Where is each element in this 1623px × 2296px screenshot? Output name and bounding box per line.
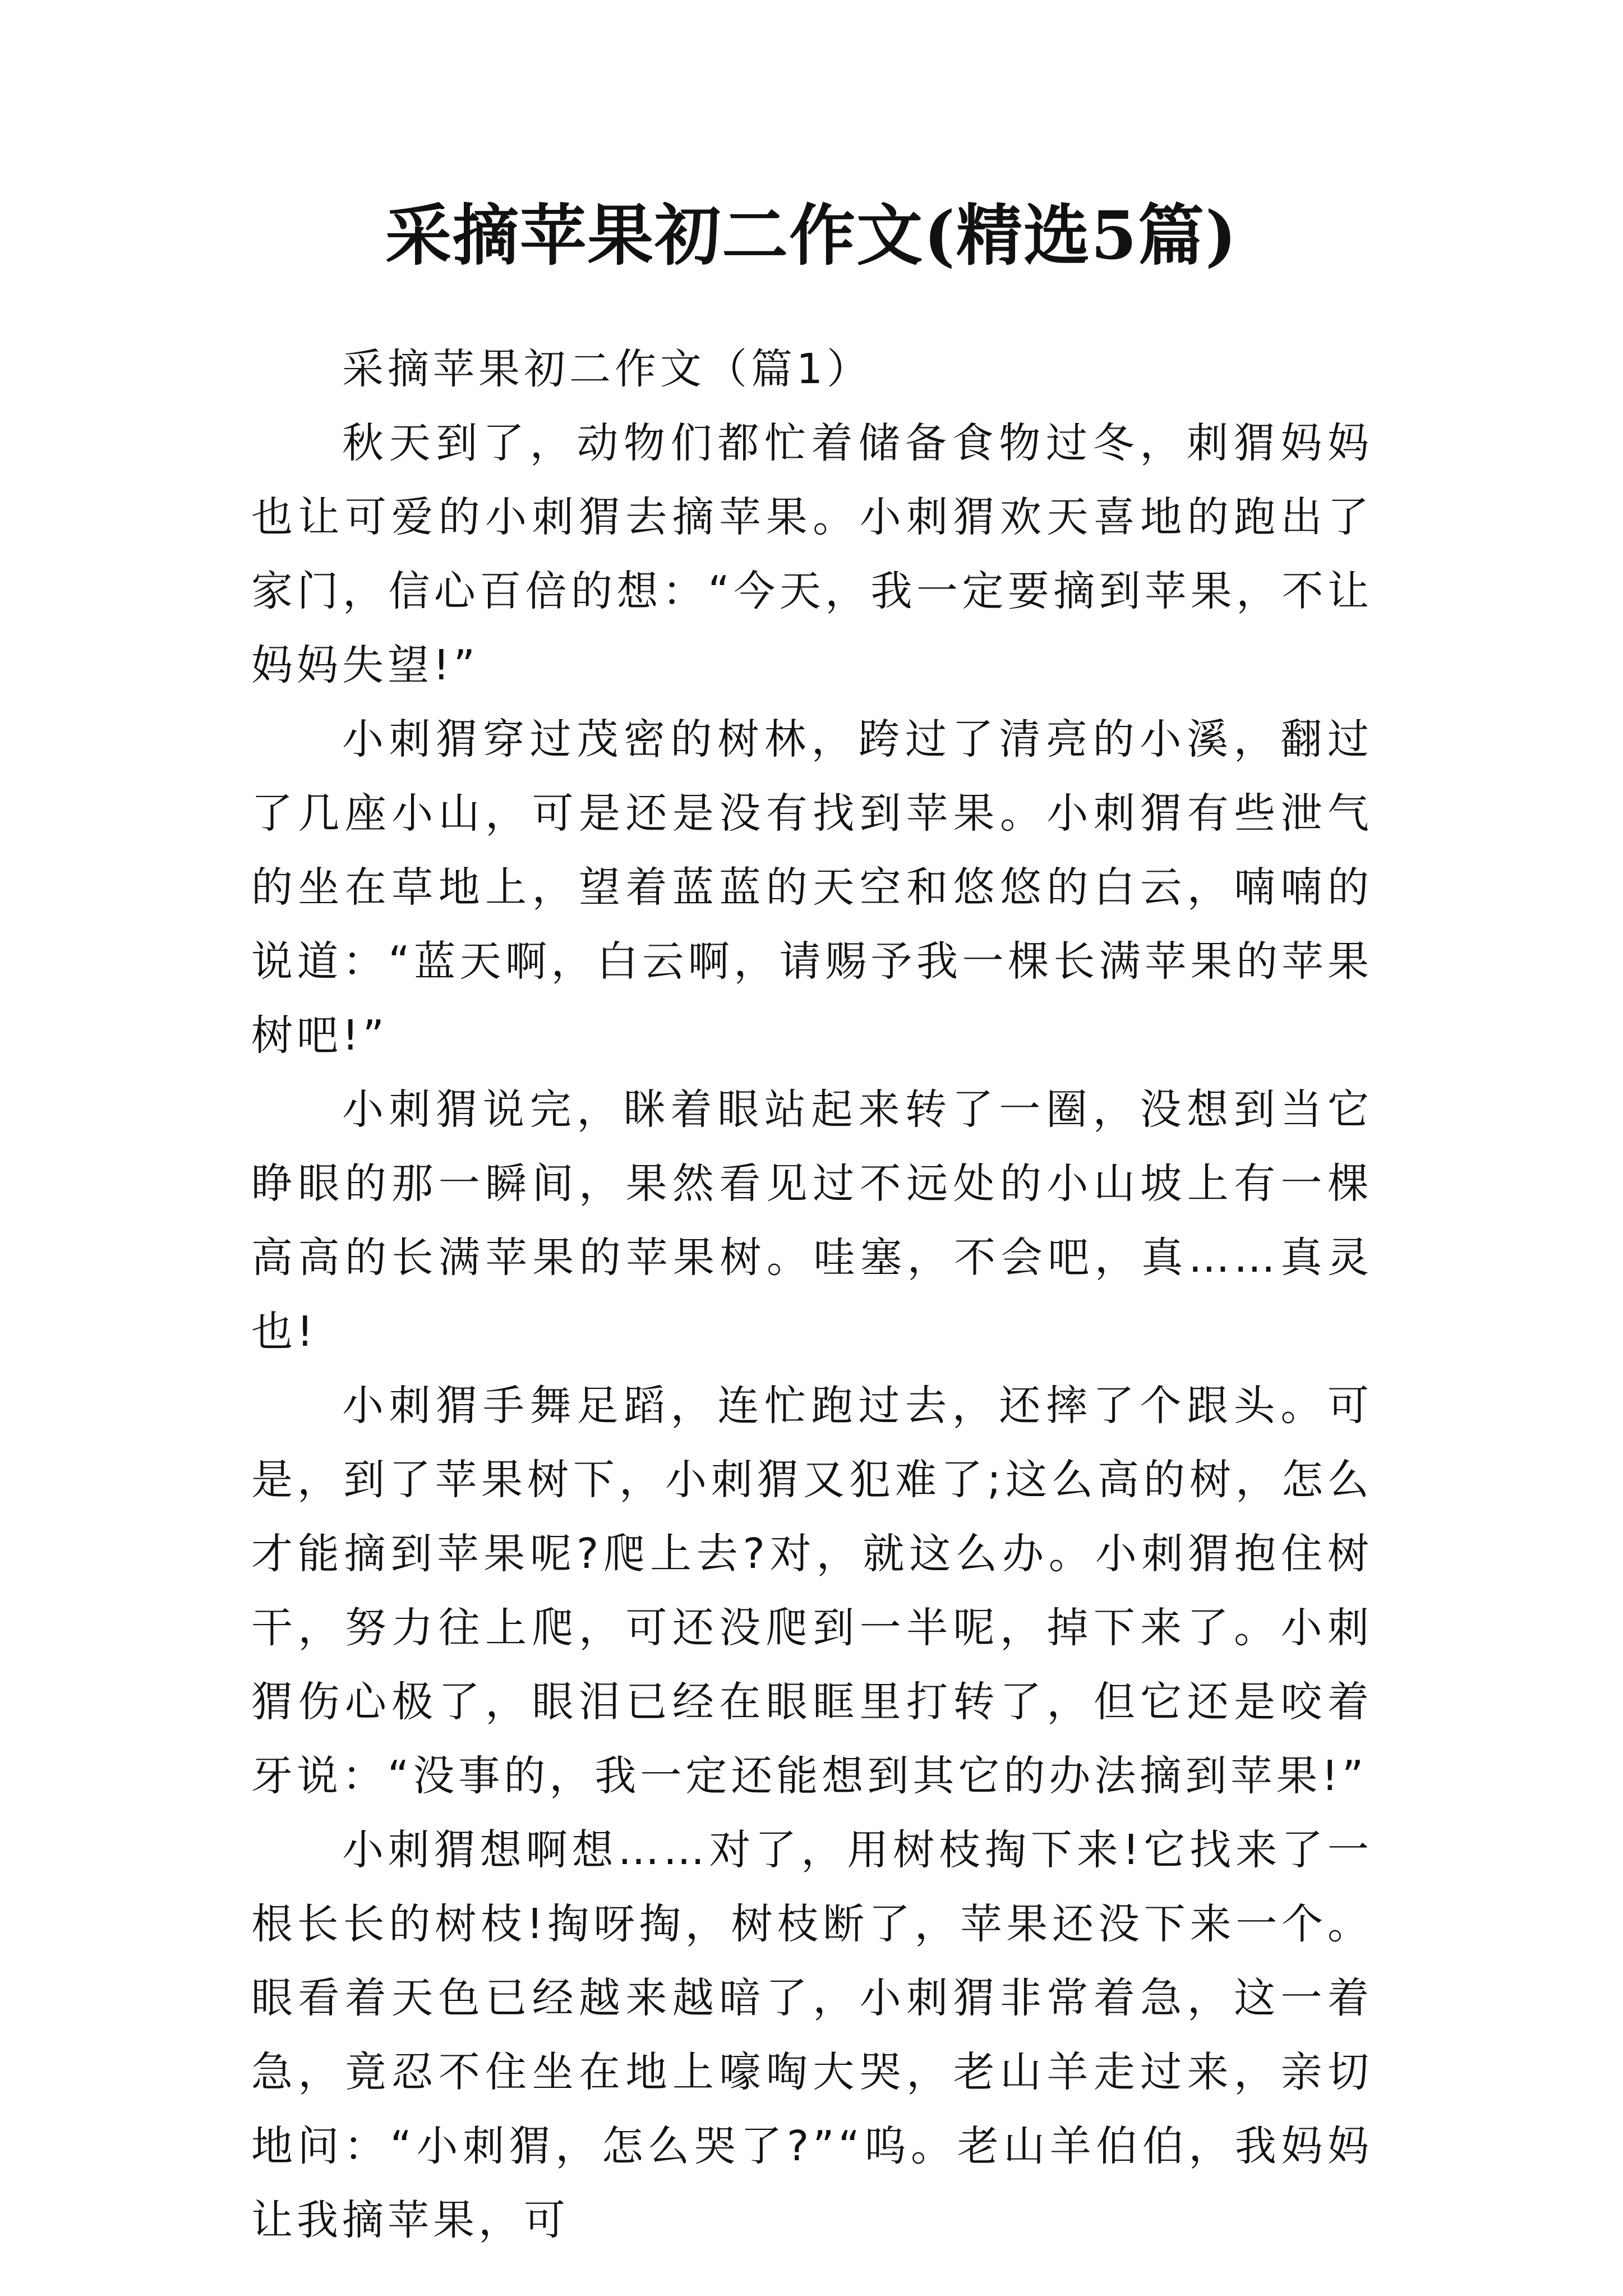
document-title: 采摘苹果初二作文(精选5篇) xyxy=(385,196,1238,274)
paragraph: 小刺猬穿过茂密的树林，跨过了清亮的小溪，翻过了几座小山，可是还是没有找到苹果。小刺猬有些泄气的坐在草地上，望着蓝蓝的天空和悠悠的白云，喃喃的说道：“蓝天啊，白云啊，请赐予我一棵长满苹果的苹果树吧!” xyxy=(251,715,1373,1060)
paragraph: 小刺猬想啊想……对了，用树枝掏下来!它找来了一根长长的树枝!掏呀掏，树枝断了，苹果还没下来一个。眼看着天色已经越来越暗了，小刺猬非常着急，这一着急，竟忍不住坐在地上嚎啕大哭，老山羊走过来，亲切地问：“小刺猬，怎么哭了?”“呜。老山羊伯伯，我妈妈让我摘苹果，可 xyxy=(251,1826,1373,2244)
paragraph: 秋天到了，动物们都忙着储备食物过冬，刺猬妈妈也让可爱的小刺猬去摘苹果。小刺猬欢天喜地的跑出了家门，信心百倍的想：“今天，我一定要摘到苹果，不让妈妈失望!” xyxy=(251,419,1373,689)
section-heading: 采摘苹果初二作文（篇1） xyxy=(342,345,873,393)
paragraph: 小刺猬手舞足蹈，连忙跑过去，还摔了个跟头。可是，到了苹果树下，小刺猬又犯难了;这么高的树，怎么才能摘到苹果呢?爬上去?对，就这么办。小刺猬抱住树干，努力往上爬，可还没爬到一半呢，掉下来了。小刺猬伤心极了，眼泪已经在眼眶里打转了，但它还是咬着牙说：“没事的，我一定还能想到其它的办法摘到苹果!” xyxy=(251,1382,1373,1800)
paragraph: 小刺猬说完，眯着眼站起来转了一圈，没想到当它睁眼的那一瞬间，果然看见过不远处的小山坡上有一棵高高的长满苹果的苹果树。哇塞，不会吧，真……真灵也! xyxy=(251,1085,1373,1356)
document-body xyxy=(251,332,1373,2257)
